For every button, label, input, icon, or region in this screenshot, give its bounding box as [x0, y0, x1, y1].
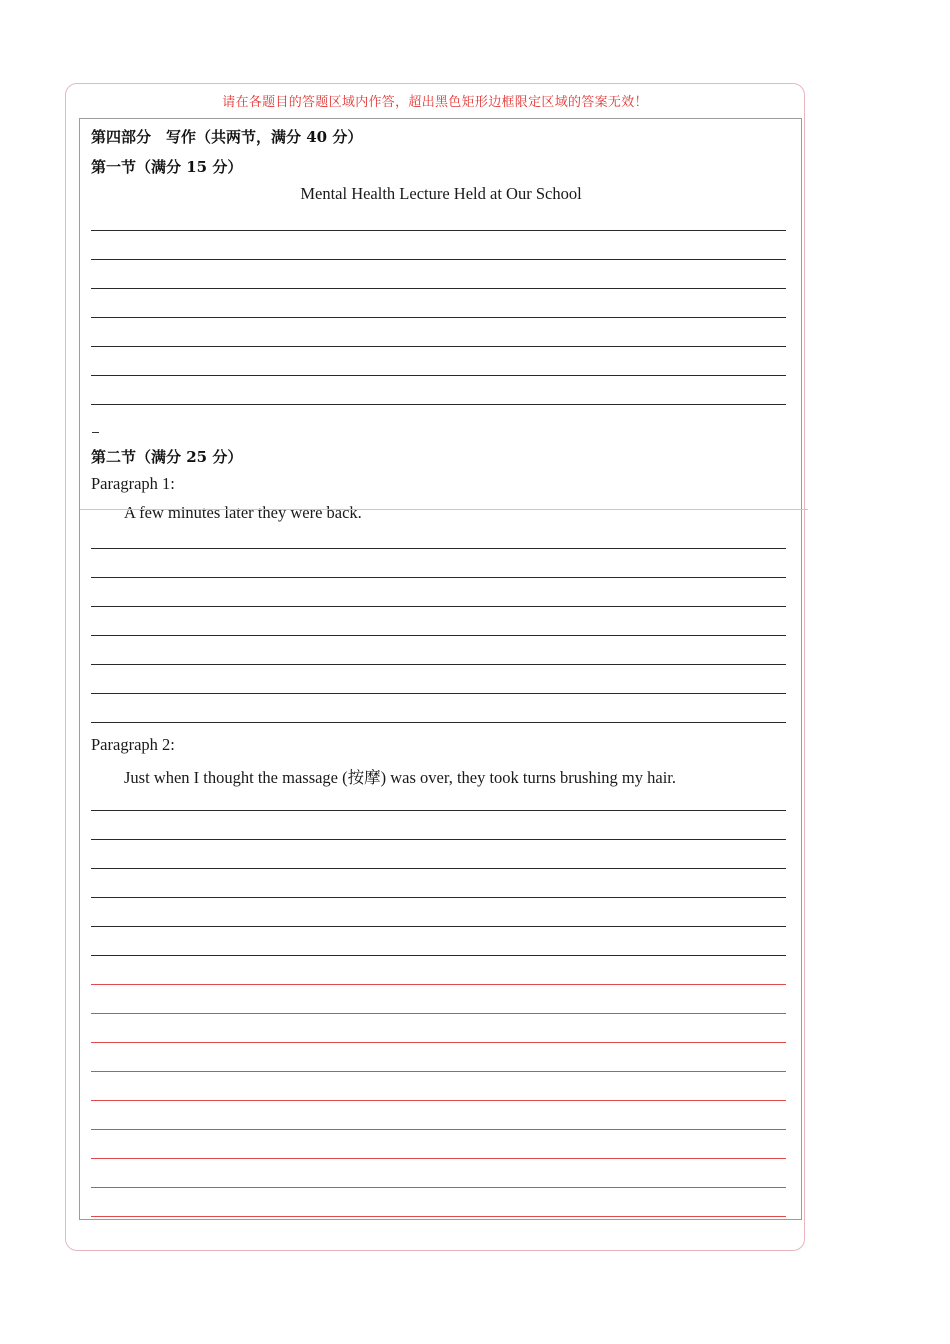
writing-line-red[interactable]: [91, 1187, 786, 1188]
writing-line-red[interactable]: [91, 1100, 786, 1101]
writing-line-red[interactable]: [91, 1071, 786, 1072]
answer-region-border: [79, 118, 802, 1220]
writing-line[interactable]: [91, 346, 786, 347]
writing-line[interactable]: [91, 375, 786, 376]
paragraph2-label: Paragraph 2:: [91, 735, 175, 754]
writing-line[interactable]: [91, 606, 786, 607]
paragraph2-prompt: Just when I thought the massage (按摩) was over, they took turns brushing my hair.: [124, 768, 677, 787]
writing-line[interactable]: [91, 693, 786, 694]
section1-heading: 第一节（满分 15 分）: [91, 158, 243, 176]
writing-line[interactable]: [91, 577, 786, 578]
writing-line[interactable]: [91, 635, 786, 636]
section2-heading: 第二节（满分 25 分）: [91, 448, 243, 466]
writing-line-red[interactable]: [91, 984, 786, 985]
writing-line-red[interactable]: [91, 1013, 786, 1014]
writing-line-red[interactable]: [91, 1042, 786, 1043]
writing-line[interactable]: [91, 722, 786, 723]
writing-line[interactable]: [91, 926, 786, 927]
writing-line[interactable]: [91, 259, 786, 260]
writing-line[interactable]: [91, 664, 786, 665]
writing-line[interactable]: [91, 868, 786, 869]
line-fragment: [92, 432, 99, 433]
paragraph1-prompt: A few minutes later they were back.: [124, 503, 362, 522]
writing-line[interactable]: [91, 404, 786, 405]
writing-line-red[interactable]: [91, 1129, 786, 1130]
writing-line[interactable]: [91, 955, 786, 956]
writing-line-red[interactable]: [91, 1216, 786, 1217]
divider-line: [80, 509, 808, 510]
writing-line[interactable]: [91, 897, 786, 898]
paragraph1-label: Paragraph 1:: [91, 474, 175, 493]
writing-line[interactable]: [91, 230, 786, 231]
answer-area-notice: 请在各题目的答题区域内作答，超出黑色矩形边框限定区域的答案无效！: [222, 95, 648, 110]
writing-line[interactable]: [91, 317, 786, 318]
part-heading: 第四部分 写作（共两节，满分 40 分）: [91, 128, 363, 146]
writing-line[interactable]: [91, 288, 786, 289]
writing-line[interactable]: [91, 839, 786, 840]
writing-line[interactable]: [91, 548, 786, 549]
writing-line[interactable]: [91, 810, 786, 811]
section1-essay-title: Mental Health Lecture Held at Our School: [300, 184, 582, 203]
writing-line-red[interactable]: [91, 1158, 786, 1159]
